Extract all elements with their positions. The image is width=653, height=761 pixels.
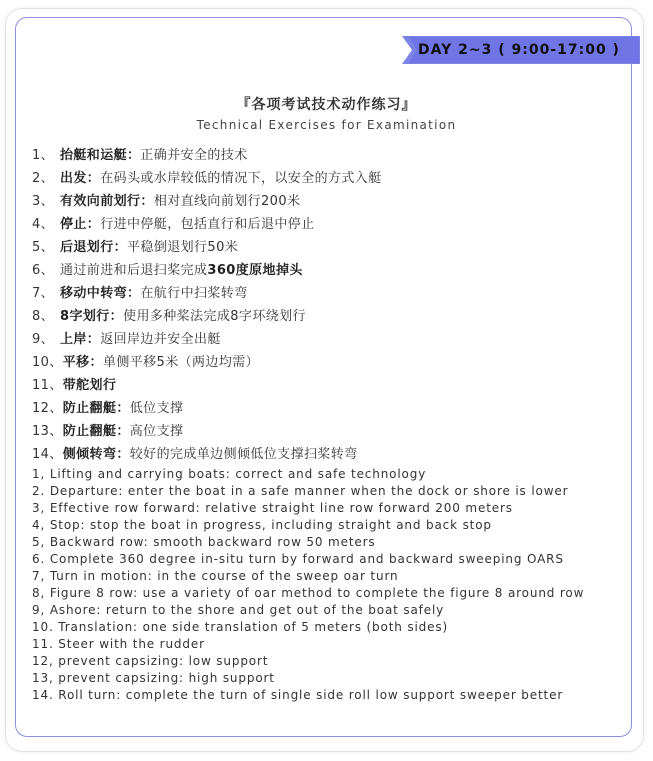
list-item: 8, Figure 8 row: use a variety of oar method to complete the figure 8 around row (32, 586, 585, 600)
section-title-en: Technical Exercises for Examination (196, 118, 457, 132)
list-item (32, 328, 632, 351)
item-heading: 防止翻艇： (62, 401, 130, 416)
item-text: 较好的完成单边侧倾低位支撑扫桨转弯 (129, 447, 358, 462)
item-text: 正确并安全的技术 (140, 148, 248, 163)
item-number: 2、 (32, 171, 55, 186)
item-number: 4、 (32, 217, 55, 232)
list-item (32, 213, 632, 236)
section-title-zh: 『各项考试技术动作练习』 (236, 97, 417, 113)
list-item (32, 190, 632, 213)
day-badge-label: DAY 2~3 ( 9:00-17:00 ) (418, 42, 620, 58)
list-item: 5, Backward row: smooth backward row 50 meters (32, 535, 376, 549)
item-heading: 停止： (60, 217, 101, 232)
list-item: 7, Turn in motion: in the course of the sweep oar turn (32, 569, 399, 583)
item-heading: 8字划行： (60, 309, 124, 324)
list-item: 10. Translation: one side translation of 5 meters (both sides) (32, 620, 448, 634)
exercise-list-en (32, 466, 642, 704)
list-item (32, 236, 632, 259)
item-number: 3、 (32, 194, 55, 209)
item-text: 返回岸边并安全出艇 (100, 332, 221, 347)
list-item (32, 420, 632, 443)
item-number: 11、 (32, 378, 63, 393)
item-heading: 平移： (62, 355, 103, 370)
item-heading: 出发： (60, 171, 101, 186)
item-number: 13、 (32, 424, 63, 439)
list-item: 2. Departure: enter the boat in a safe manner when the dock or shore is lower (32, 484, 569, 498)
item-heading: 防止翻艇： (62, 424, 130, 439)
list-item (32, 305, 632, 328)
item-number: 1、 (32, 148, 55, 163)
list-item: 11. Steer with the rudder (32, 637, 205, 651)
item-number: 12、 (32, 401, 63, 416)
item-text: 在码头或水岸较低的情况下，以安全的方式入艇 (100, 171, 382, 186)
item-heading: 后退划行： (60, 240, 128, 255)
list-item: 1, Lifting and carrying boats: correct and safe technology (32, 467, 427, 481)
item-text: 相对直线向前划行200米 (153, 194, 301, 209)
item-number: 10、 (32, 355, 63, 370)
item-heading: 有效向前划行： (60, 194, 154, 209)
list-item (32, 443, 632, 466)
list-item: 4, Stop: stop the boat in progress, including straight and back stop (32, 518, 492, 532)
list-item (32, 259, 632, 282)
item-text: 使用多种桨法完成8字环绕划行 (123, 309, 306, 324)
list-item: 14. Roll turn: complete the turn of single side roll low support sweeper better (32, 688, 564, 702)
list-item (32, 144, 632, 167)
item-heading: 移动中转弯： (60, 286, 141, 301)
item-text: 高位支撑 (129, 424, 184, 439)
item-heading: 上岸： (60, 332, 101, 347)
item-number: 7、 (32, 286, 55, 301)
item-heading: 带舵划行 (62, 378, 117, 393)
exercise-list-zh (32, 144, 632, 466)
item-text: 低位支撑 (129, 401, 184, 416)
item-number: 6、 (32, 263, 55, 278)
item-number: 5、 (32, 240, 55, 255)
item-text: 通过前进和后退扫桨完成 (60, 263, 208, 278)
list-item: 3, Effective row forward: relative straight line row forward 200 meters (32, 501, 513, 515)
item-number: 14、 (32, 447, 63, 462)
list-item: 6. Complete 360 degree in-situ turn by forward and backward sweeping OARS (32, 552, 564, 566)
list-item (32, 167, 632, 190)
item-text: 行进中停艇，包括直行和后退中停止 (100, 217, 315, 232)
list-item (32, 351, 632, 374)
item-text: 单侧平移5米（两边均需） (102, 355, 260, 370)
item-heading: 侧倾转弯： (62, 447, 130, 462)
item-heading: 抬艇和运艇： (60, 148, 141, 163)
list-item (32, 282, 632, 305)
list-item (32, 397, 632, 420)
item-text: 平稳倒退划行50米 (127, 240, 239, 255)
list-item: 9, Ashore: return to the shore and get out of the boat safely (32, 603, 445, 617)
item-text: 在航行中扫桨转弯 (140, 286, 248, 301)
item-number: 8、 (32, 309, 55, 324)
item-number: 9、 (32, 332, 55, 347)
list-item: 12, prevent capsizing: low support (32, 654, 269, 668)
list-item: 13, prevent capsizing: high support (32, 671, 275, 685)
list-item (32, 374, 632, 397)
item-heading: 360度原地掉头 (207, 263, 303, 278)
